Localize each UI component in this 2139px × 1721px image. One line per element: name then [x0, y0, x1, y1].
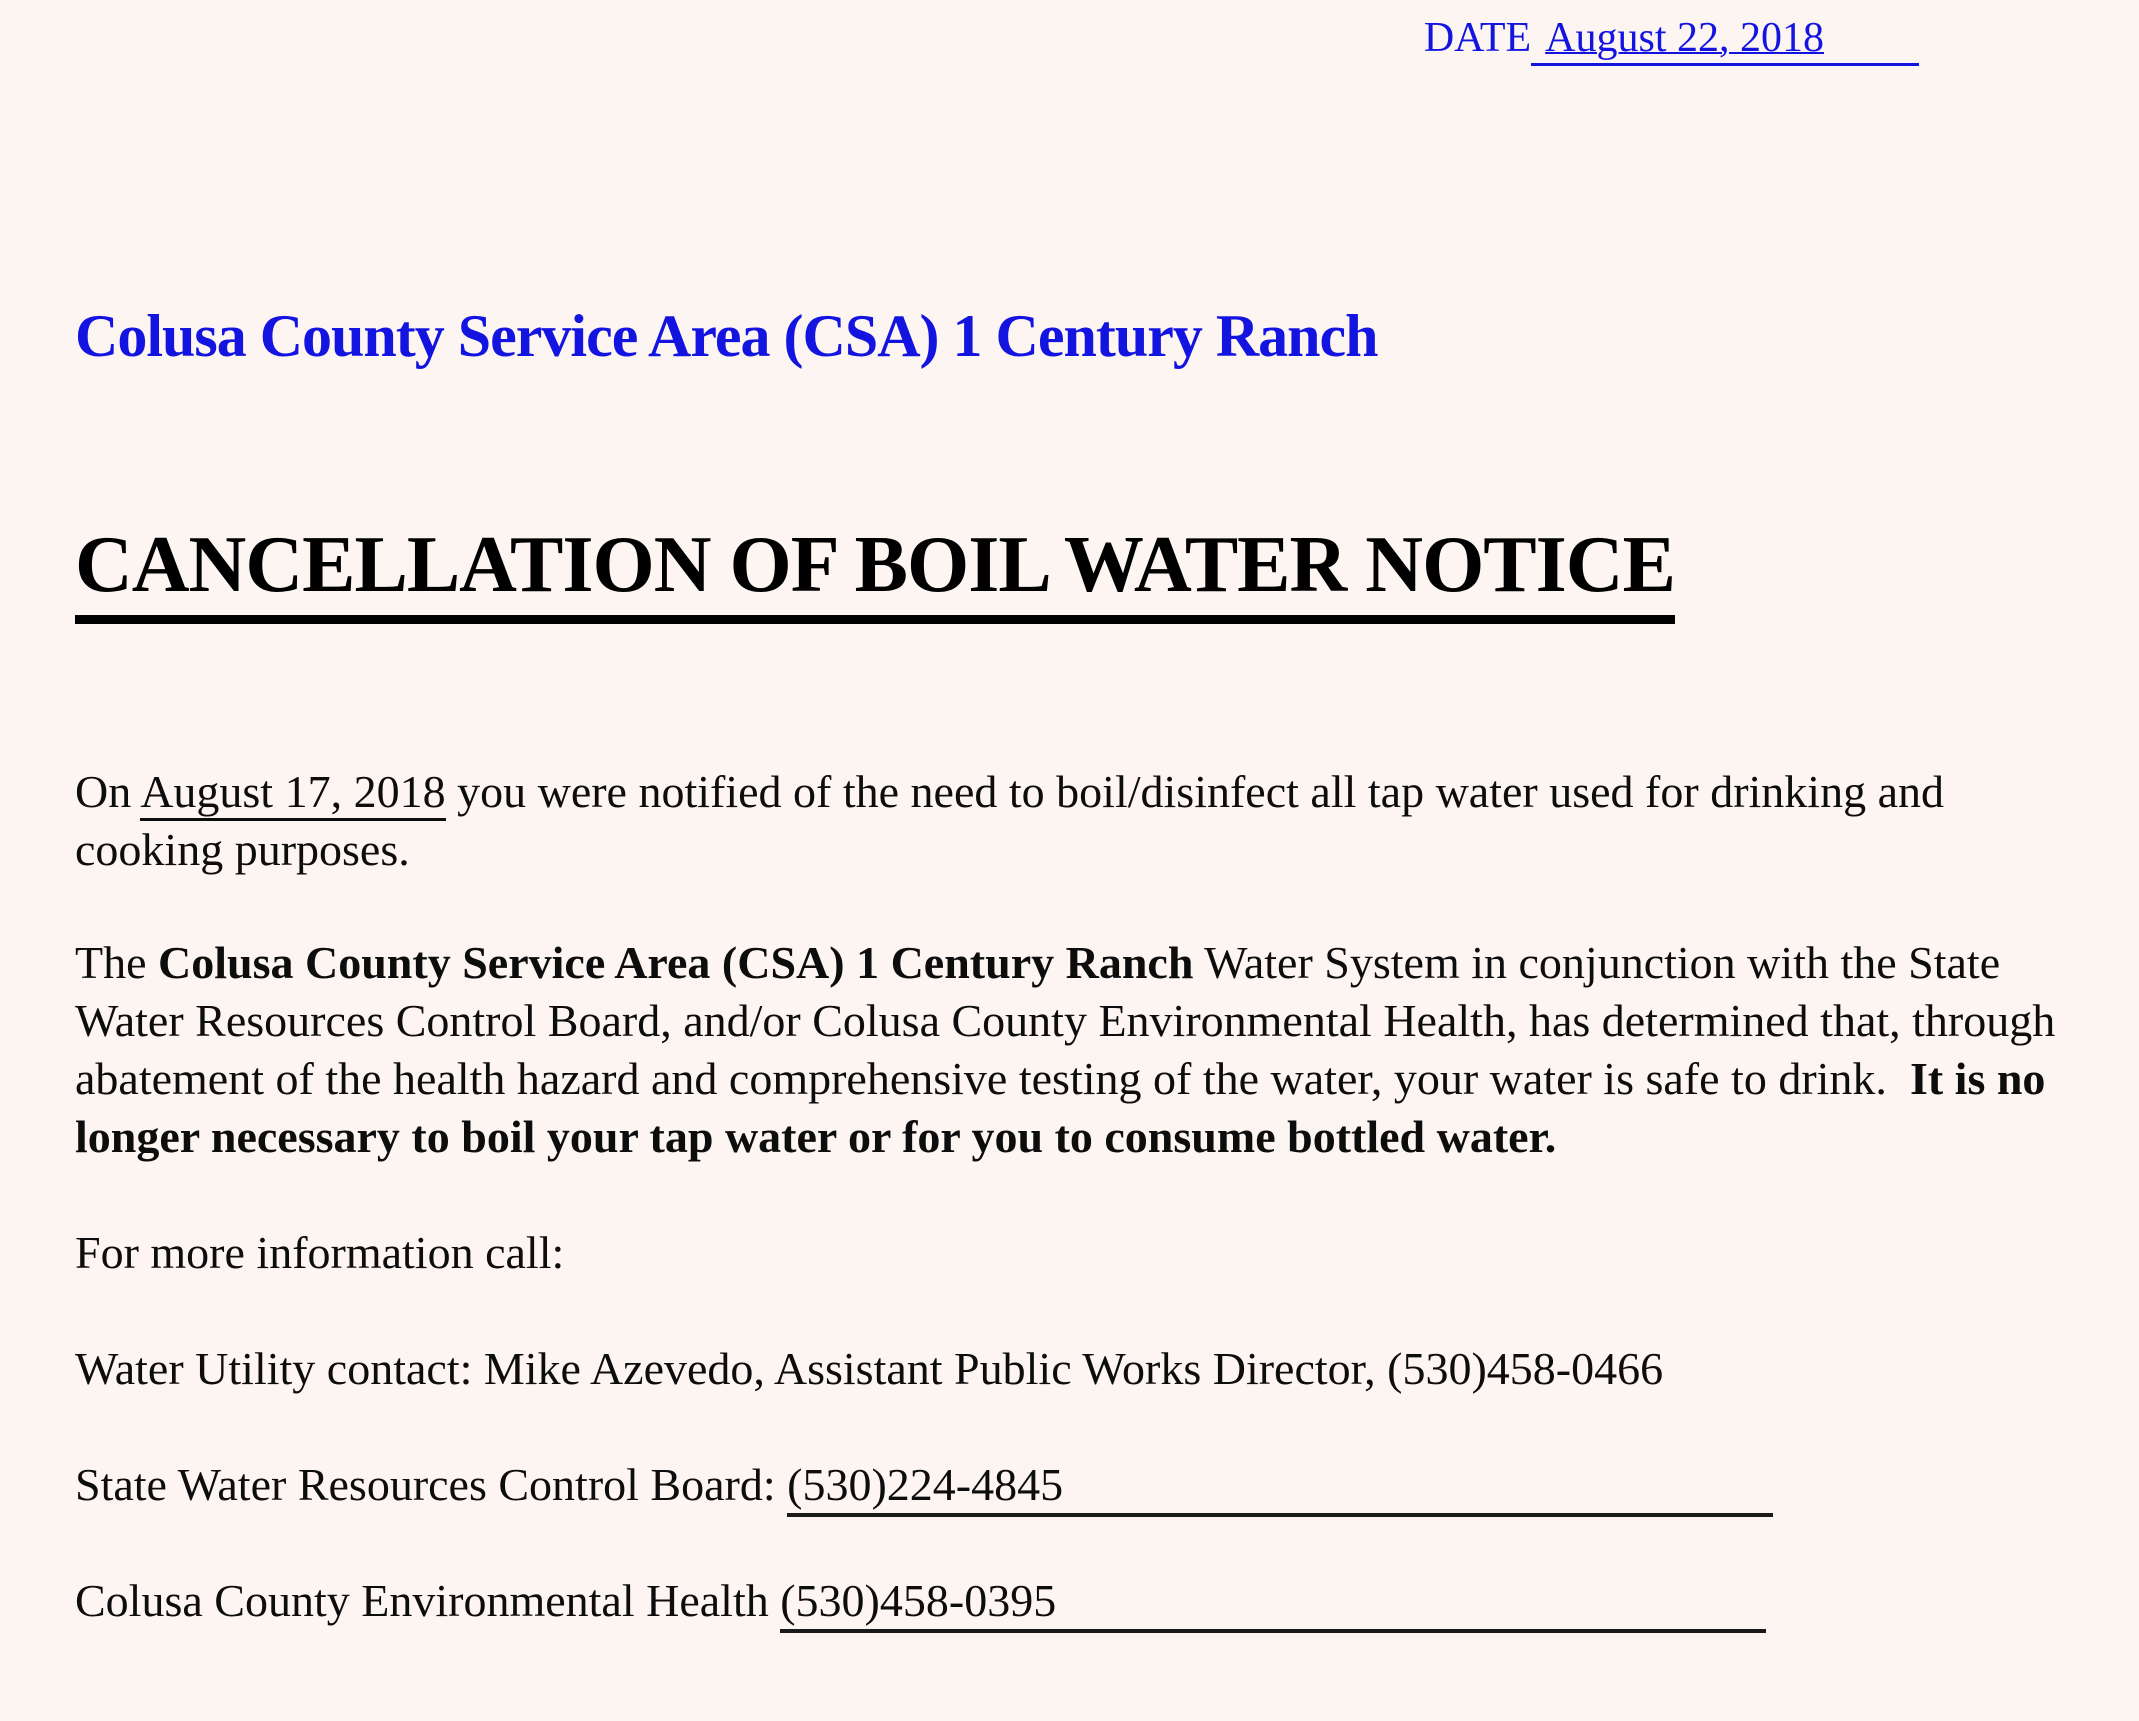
- notice-title-text: CANCELLATION OF BOIL WATER NOTICE: [75, 521, 1675, 624]
- paragraph-boil-notification: [75, 763, 2085, 879]
- date-label: DATE: [1423, 15, 1532, 61]
- paragraph-state-board-contact: [75, 1456, 2085, 1514]
- paragraph-cancellation-details: [75, 934, 2085, 1166]
- state-board-phone: (530)224-4845: [787, 1459, 1064, 1510]
- environmental-health-phone: (530)458-0395: [780, 1575, 1057, 1626]
- state-board-fill-line: [787, 1459, 1773, 1517]
- environmental-health-fill-line: [780, 1575, 1766, 1633]
- paragraph-more-information: For more information call:: [75, 1227, 565, 1278]
- date-value: August 22, 2018: [1545, 15, 1824, 61]
- p1-pre-text: On: [75, 766, 141, 817]
- water-system-name: Colusa County Service Area (CSA) 1 Century Ranch: [158, 937, 1194, 988]
- environmental-health-label: Colusa County Environmental Health: [75, 1575, 781, 1626]
- p1-post-text: you were notified of the need to boil/disinfect all tap water used for drinking and cooking purposes.: [75, 766, 1956, 875]
- notice-title: [75, 517, 2085, 613]
- paragraph-environmental-health-contact: [75, 1572, 2085, 1630]
- boil-notice-date: August 17, 2018: [140, 766, 445, 821]
- no-longer-necessary-statement: It is no longer necessary to boil your tap water or for you to consume bottled water.: [75, 1053, 2057, 1162]
- p2-mid-text: Water System in conjunction with the State Water Resources Control Board, and/or Colusa County Environmental Health, has determined that, through abatement of the health hazard and comprehensive testing of the water, your water is safe to drink.: [75, 937, 2067, 1104]
- date-line: [75, 14, 1919, 110]
- organization-heading: Colusa County Service Area (CSA) 1 Century Ranch: [75, 303, 1378, 369]
- state-board-label: State Water Resources Control Board:: [75, 1459, 788, 1510]
- p2-pre-text: The: [75, 937, 159, 988]
- paragraph-water-utility-contact: Water Utility contact: Mike Azevedo, Assistant Public Works Director, (530)458-0466: [75, 1343, 1664, 1394]
- date-fill-line: [1531, 15, 1919, 66]
